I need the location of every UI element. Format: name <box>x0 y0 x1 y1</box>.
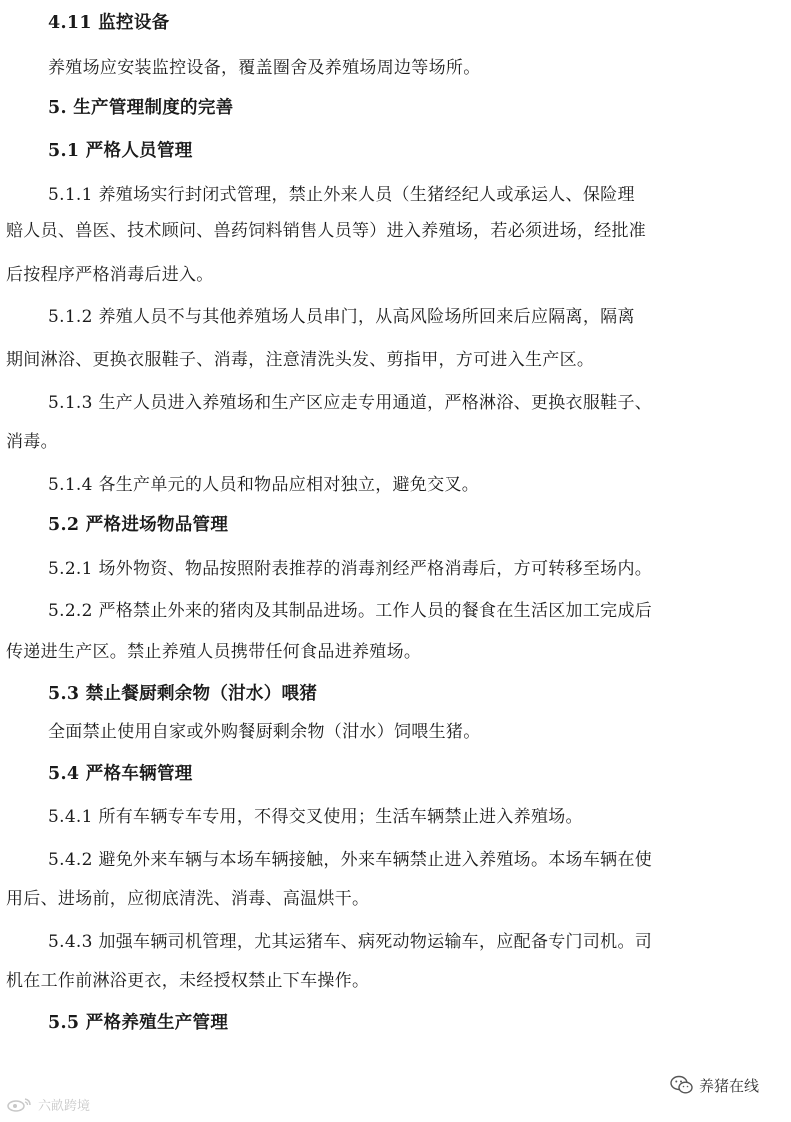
para-5-1-3-line-1: 5.1.3 生产人员进入养殖场和生产区应走专用通道，严格淋浴、更换衣服鞋子、 <box>48 393 653 413</box>
para-5-1-3-line-2: 消毒。 <box>6 432 58 452</box>
section-5-5-title: 5.5 严格养殖生产管理 <box>48 1013 229 1033</box>
weibo-watermark <box>6 1093 90 1115</box>
section-5-2-title: 5.2 严格进场物品管理 <box>48 515 229 535</box>
section-4-11-body: 养殖场应安装监控设备，覆盖圈舍及养殖场周边等场所。 <box>48 58 481 78</box>
para-5-1-1-line-1: 5.1.1 养殖场实行封闭式管理，禁止外来人员（生猪经纪人或承运人、保险理 <box>48 185 635 205</box>
section-5-title: 5. 生产管理制度的完善 <box>48 98 234 118</box>
weibo-watermark-text: 六畝跨境 <box>38 1098 91 1114</box>
para-5-1-1-line-2: 赔人员、兽医、技术顾问、兽药饲料销售人员等）进入养殖场，若必须进场，经批准 <box>6 221 647 241</box>
para-5-4-3-line-2: 机在工作前淋浴更衣，未经授权禁止下车操作。 <box>6 971 370 991</box>
para-5-3-1: 全面禁止使用自家或外购餐厨剩余物（泔水）饲喂生猪。 <box>48 722 481 742</box>
wechat-watermark-text: 养猪在线 <box>699 1076 760 1095</box>
para-5-4-2-line-2: 用后、进场前，应彻底清洗、消毒、高温烘干。 <box>6 889 370 909</box>
para-5-4-3-line-1: 5.4.3 加强车辆司机管理，尤其运猪车、病死动物运输车，应配备专门司机。司 <box>48 932 653 952</box>
para-5-4-2-line-1: 5.4.2 避免外来车辆与本场车辆接触，外来车辆禁止进入养殖场。本场车辆在使 <box>48 850 653 870</box>
wechat-icon <box>670 1074 694 1096</box>
section-5-1-title: 5.1 严格人员管理 <box>48 141 193 161</box>
weibo-icon <box>6 1096 34 1112</box>
para-5-1-2-line-1: 5.1.2 养殖人员不与其他养殖场人员串门，从高风险场所回来后应隔离，隔离 <box>48 307 635 327</box>
wechat-watermark <box>670 1072 759 1098</box>
para-5-4-1: 5.4.1 所有车辆专车专用，不得交叉使用；生活车辆禁止进入养殖场。 <box>48 807 583 827</box>
section-4-11-title: 4.11 监控设备 <box>48 13 170 33</box>
para-5-2-2-line-1: 5.2.2 严格禁止外来的猪肉及其制品进场。工作人员的餐食在生活区加工完成后 <box>48 601 653 621</box>
para-5-1-1-line-3: 后按程序严格消毒后进入。 <box>6 265 214 285</box>
para-5-2-1: 5.2.1 场外物资、物品按照附表推荐的消毒剂经严格消毒后，方可转移至场内。 <box>48 559 653 579</box>
section-5-3-title: 5.3 禁止餐厨剩余物（泔水）喂猪 <box>48 684 318 704</box>
para-5-1-2-line-2: 期间淋浴、更换衣服鞋子、消毒，注意清洗头发、剪指甲，方可进入生产区。 <box>6 350 595 370</box>
para-5-1-4: 5.1.4 各生产单元的人员和物品应相对独立，避免交叉。 <box>48 475 480 495</box>
para-5-2-2-line-2: 传递进生产区。禁止养殖人员携带任何食品进养殖场。 <box>6 642 422 662</box>
section-5-4-title: 5.4 严格车辆管理 <box>48 764 193 784</box>
